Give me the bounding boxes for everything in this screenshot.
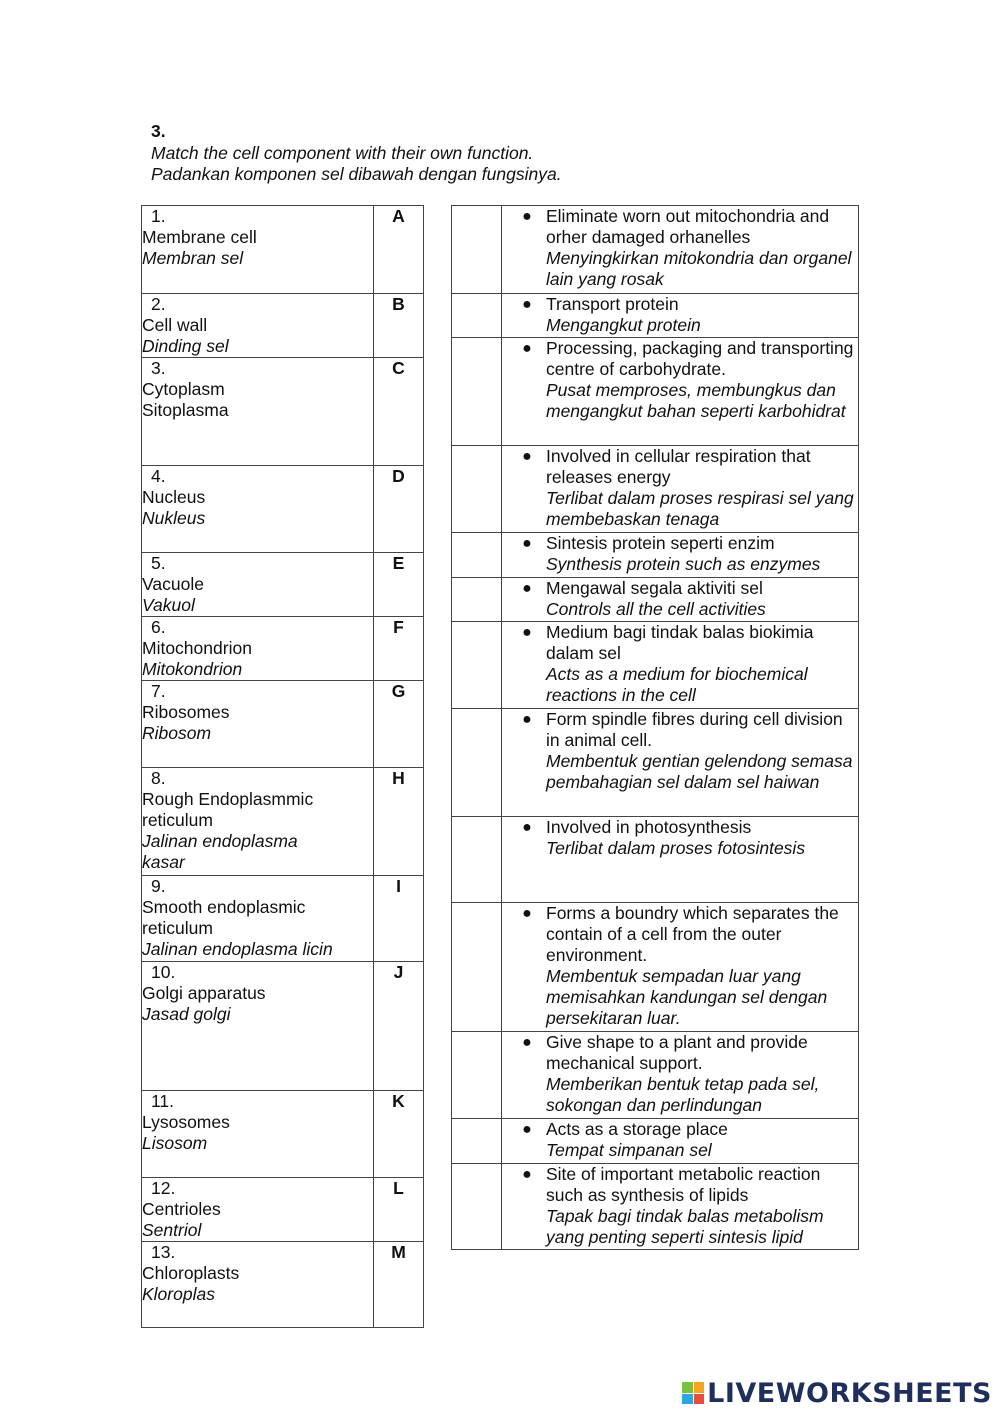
component-number: 11. — [151, 1091, 175, 1111]
function-line-secondary: Menyingkirkan mitokondria dan organel lain yang rosak — [546, 248, 852, 289]
component-name-ms: Mitokondrion — [142, 659, 243, 679]
component-name — [142, 702, 337, 744]
bullet-icon: ● — [522, 340, 532, 357]
component-row — [142, 617, 424, 681]
component-name-ms: Sitoplasma — [142, 400, 229, 420]
component-cell — [142, 617, 374, 681]
function-row — [452, 709, 859, 817]
logo-icon — [682, 1382, 704, 1404]
component-cell — [142, 768, 374, 876]
component-number: 4. — [151, 466, 166, 486]
component-name-ms: Membran sel — [142, 248, 244, 268]
function-row — [452, 206, 859, 294]
function-line-secondary: Acts as a medium for biochemical reactions in the cell — [546, 664, 808, 705]
bullet-icon: ● — [522, 1166, 532, 1183]
component-name — [142, 638, 337, 680]
component-name — [142, 227, 337, 269]
bullet-icon: ● — [522, 819, 532, 836]
bullet-icon: ● — [522, 905, 532, 922]
function-line-secondary: Membentuk sempadan luar yang memisahkan kandungan sel dengan persekitaran luar. — [546, 966, 828, 1028]
component-name-ms: Jalinan endoplasma licin — [142, 939, 333, 959]
function-line-primary: Eliminate worn out mitochondria and orher damaged orhanelles — [546, 206, 830, 247]
component-row — [142, 1091, 424, 1178]
function-line-secondary: Synthesis protein such as enzymes — [546, 554, 821, 574]
function-text — [546, 817, 858, 859]
component-number: 13. — [151, 1242, 176, 1262]
component-row — [142, 553, 424, 617]
function-row — [452, 1032, 859, 1119]
answer-box[interactable] — [452, 1032, 502, 1119]
component-name-en: Nucleus — [142, 487, 206, 507]
function-cell — [502, 446, 859, 533]
logo-text: LIVEWORKSHEETS — [707, 1377, 992, 1409]
component-name — [142, 574, 337, 616]
function-line-primary: Processing, packaging and transporting centre of carbohydrate. — [546, 338, 854, 379]
component-row — [142, 876, 424, 962]
function-line-primary: Sintesis protein seperti enzim — [546, 533, 775, 553]
answer-box[interactable] — [452, 533, 502, 578]
component-name-ms: Jalinan endoplasma kasar — [142, 831, 298, 872]
component-name-en: Rough Endoplasmmic reticulum — [142, 789, 314, 830]
component-row — [142, 962, 424, 1091]
function-row — [452, 1119, 859, 1164]
function-cell — [502, 294, 859, 338]
component-name — [142, 897, 337, 960]
component-name — [142, 1199, 337, 1241]
function-text — [546, 294, 858, 336]
component-letter: D — [374, 466, 424, 553]
components-table — [141, 205, 424, 1328]
component-row — [142, 1242, 424, 1328]
component-cell — [142, 358, 374, 466]
component-cell — [142, 206, 374, 294]
function-line-secondary: Memberikan bentuk tetap pada sel, sokongan dan perlindungan — [546, 1074, 820, 1115]
component-row — [142, 294, 424, 358]
functions-table — [451, 205, 859, 1250]
component-number: 2. — [151, 294, 166, 314]
function-line-primary: Mengawal segala aktiviti sel — [546, 578, 763, 598]
component-row — [142, 206, 424, 294]
component-cell — [142, 962, 374, 1091]
function-line-secondary: Pusat memproses, membungkus dan mengangkut bahan seperti karbohidrat — [546, 380, 846, 421]
answer-box[interactable] — [452, 622, 502, 709]
component-cell — [142, 1242, 374, 1328]
function-row — [452, 903, 859, 1032]
component-name-ms: Vakuol — [142, 595, 195, 615]
function-line-secondary: Tempat simpanan sel — [546, 1140, 712, 1160]
function-line-primary: Forms a boundry which separates the contain of a cell from the outer environment. — [546, 903, 839, 965]
component-row — [142, 466, 424, 553]
component-name-en: Lysosomes — [142, 1112, 230, 1132]
component-letter: I — [374, 876, 424, 962]
function-line-primary: Site of important metabolic reaction such as synthesis of lipids — [546, 1164, 821, 1205]
bullet-icon: ● — [522, 535, 532, 552]
component-name-ms: Nukleus — [142, 508, 206, 528]
component-letter: C — [374, 358, 424, 466]
component-name-ms: Dinding sel — [142, 336, 229, 356]
function-cell — [502, 206, 859, 294]
liveworksheets-logo — [682, 1378, 992, 1408]
answer-box[interactable] — [452, 1119, 502, 1164]
function-cell — [502, 903, 859, 1032]
function-line-primary: Transport protein — [546, 294, 679, 314]
component-name-ms: Jasad golgi — [142, 1004, 231, 1024]
component-name — [142, 1112, 337, 1154]
component-number: 12. — [151, 1178, 176, 1198]
component-number: 8. — [151, 768, 166, 788]
answer-box[interactable] — [452, 709, 502, 817]
answer-box[interactable] — [452, 338, 502, 446]
component-name-ms: Ribosom — [142, 723, 212, 743]
function-line-secondary: Tapak bagi tindak balas metabolism yang penting seperti sintesis lipid — [546, 1206, 824, 1247]
function-line-primary: Medium bagi tindak balas biokimia dalam sel — [546, 622, 814, 663]
function-line-secondary: Terlibat dalam proses respirasi sel yang membebaskan tenaga — [546, 488, 854, 529]
bullet-icon: ● — [522, 208, 532, 225]
function-line-secondary: Mengangkut protein — [546, 315, 701, 335]
function-row — [452, 1164, 859, 1250]
function-line-secondary: Controls all the cell activities — [546, 599, 766, 619]
question-number: 3. — [151, 121, 166, 141]
function-cell — [502, 709, 859, 817]
answer-box[interactable] — [452, 446, 502, 533]
component-name-en: Golgi apparatus — [142, 983, 266, 1003]
function-cell — [502, 1119, 859, 1164]
function-row — [452, 446, 859, 533]
bullet-icon: ● — [522, 1034, 532, 1051]
component-name-ms: Sentriol — [142, 1220, 202, 1240]
answer-box[interactable] — [452, 817, 502, 903]
component-number: 5. — [151, 553, 166, 573]
component-letter: J — [374, 962, 424, 1091]
function-text — [546, 622, 858, 706]
function-line-primary: Involved in cellular respiration that releases energy — [546, 446, 811, 487]
component-number: 1. — [151, 206, 166, 226]
component-name-en: Chloroplasts — [142, 1263, 240, 1283]
instruction-english: Match the cell component with their own function. — [151, 143, 534, 163]
component-cell — [142, 1178, 374, 1242]
function-cell — [502, 817, 859, 903]
answer-box[interactable] — [452, 578, 502, 622]
component-name-en: Membrane cell — [142, 227, 257, 247]
instruction-malay: Padankan komponen sel dibawah dengan fungsinya. — [151, 164, 562, 184]
component-row — [142, 681, 424, 768]
function-line-primary: Involved in photosynthesis — [546, 817, 752, 837]
answer-box[interactable] — [452, 206, 502, 294]
function-line-secondary: Terlibat dalam proses fotosintesis — [546, 838, 806, 858]
component-name-ms: Kloroplas — [142, 1284, 215, 1304]
component-cell — [142, 876, 374, 962]
component-name — [142, 315, 337, 357]
bullet-icon: ● — [522, 711, 532, 728]
component-name — [142, 789, 337, 873]
component-name — [142, 983, 337, 1025]
function-row — [452, 622, 859, 709]
function-cell — [502, 1164, 859, 1250]
function-row — [452, 817, 859, 903]
component-letter: F — [374, 617, 424, 681]
answer-box[interactable] — [452, 903, 502, 1032]
function-text — [546, 338, 858, 422]
function-text — [546, 446, 858, 530]
component-cell — [142, 1091, 374, 1178]
function-text — [546, 533, 858, 575]
bullet-icon: ● — [522, 296, 532, 313]
function-cell — [502, 622, 859, 709]
component-name-en: Centrioles — [142, 1199, 221, 1219]
component-name-en: Ribosomes — [142, 702, 230, 722]
function-row — [452, 338, 859, 446]
component-letter: M — [374, 1242, 424, 1328]
component-name-en: Cell wall — [142, 315, 208, 335]
function-line-secondary: Membentuk gentian gelendong semasa pembahagian sel dalam sel haiwan — [546, 751, 853, 792]
component-letter: B — [374, 294, 424, 358]
component-name-en: Vacuole — [142, 574, 204, 594]
function-line-primary: Acts as a storage place — [546, 1119, 728, 1139]
answer-box[interactable] — [452, 294, 502, 338]
component-letter: L — [374, 1178, 424, 1242]
component-letter: H — [374, 768, 424, 876]
function-text — [546, 903, 858, 1029]
component-cell — [142, 553, 374, 617]
function-text — [546, 1119, 858, 1161]
component-number: 6. — [151, 617, 166, 637]
component-number: 7. — [151, 681, 166, 701]
component-name-en: Smooth endoplasmic reticulum — [142, 897, 306, 938]
bullet-icon: ● — [522, 580, 532, 597]
component-row — [142, 1178, 424, 1242]
function-row — [452, 294, 859, 338]
component-row — [142, 358, 424, 466]
component-cell — [142, 466, 374, 553]
function-row — [452, 578, 859, 622]
component-cell — [142, 294, 374, 358]
function-cell — [502, 1032, 859, 1119]
bullet-icon: ● — [522, 1121, 532, 1138]
function-cell — [502, 533, 859, 578]
component-letter: G — [374, 681, 424, 768]
component-name-en: Mitochondrion — [142, 638, 252, 658]
function-text — [546, 1164, 858, 1248]
function-line-primary: Give shape to a plant and provide mechanical support. — [546, 1032, 808, 1073]
function-cell — [502, 338, 859, 446]
component-letter: A — [374, 206, 424, 294]
bullet-icon: ● — [522, 448, 532, 465]
component-cell — [142, 681, 374, 768]
component-number: 3. — [151, 358, 166, 378]
function-cell — [502, 578, 859, 622]
component-name — [142, 487, 337, 529]
component-name-ms: Lisosom — [142, 1133, 208, 1153]
function-text — [546, 709, 858, 793]
function-row — [452, 533, 859, 578]
function-text — [546, 578, 858, 620]
component-row — [142, 768, 424, 876]
function-line-primary: Form spindle fibres during cell division in animal cell. — [546, 709, 843, 750]
function-text — [546, 206, 858, 290]
component-name — [142, 379, 337, 421]
component-letter: K — [374, 1091, 424, 1178]
component-number: 10. — [151, 962, 176, 982]
bullet-icon: ● — [522, 624, 532, 641]
component-name — [142, 1263, 337, 1305]
component-number: 9. — [151, 876, 166, 896]
question-heading — [151, 121, 562, 185]
function-text — [546, 1032, 858, 1116]
answer-box[interactable] — [452, 1164, 502, 1250]
component-letter: E — [374, 553, 424, 617]
component-name-en: Cytoplasm — [142, 379, 225, 399]
